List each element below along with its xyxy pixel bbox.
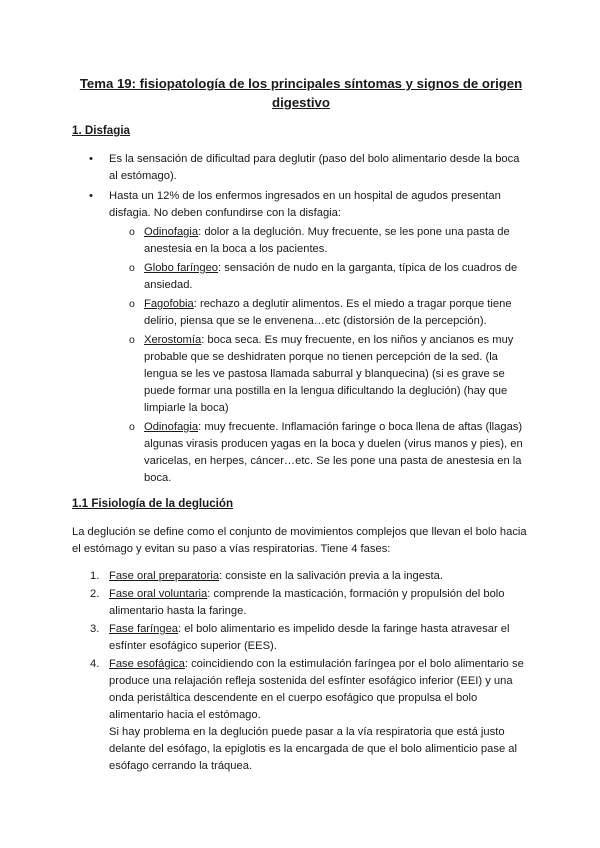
page-title: Tema 19: fisiopatología de los principales síntomas y signos de origen digestivo: [79, 76, 523, 110]
term: Fagofobia: [144, 298, 194, 310]
section-disfagia: [72, 122, 530, 487]
phase-number: 2.: [90, 588, 100, 600]
term-description: : boca seca. Es muy frecuente, en los niños y ancianos es muy probable que se deshidraten porque no tienen percepción de la sed. (la lengua se les ve pastosa llamada saburral y blanquecina) (si es grave se puede formar una postilla en la lengua dificultando la deglución) (hay que limpiarle la boca): [144, 334, 514, 414]
sub-list-item: [109, 332, 530, 417]
phase-term: Fase esofágica: [109, 658, 185, 670]
term: Odinofagia: [144, 226, 199, 238]
term-description: : rechazo a deglutir alimentos. Es el miedo a tragar porque tiene delirio, piensa que se le envenena…etc (distorsión de la percepción).: [144, 298, 512, 327]
phase-description: : consiste en la salivación previa a la ingesta.: [219, 570, 443, 582]
term: Globo faríngeo: [144, 262, 219, 274]
phase-item: [72, 568, 530, 585]
phase-term: Fase oral voluntaria: [109, 588, 208, 600]
section-heading-fisiologia: 1.1 Fisiología de la deglución: [72, 497, 234, 510]
list-item: [72, 188, 530, 487]
phase-description: : coincidiendo con la estimulación faríngea por el bolo alimentario se produce una relajación refleja sostenida del esfínter esofágico inferior (EEI) y una onda peristáltica descendente en el cuerpo esofágico que propulsa el bolo alimentario hacia el estómago.: [109, 658, 524, 721]
phase-note: Si hay problema en la deglución puede pasar a la vía respiratoria que está justo delante del esófago, la epiglotis es la encargada de que el bolo alimenticio pase al esófago cerrando la tráquea.: [109, 726, 518, 772]
intro-paragraph: La deglución se define como el conjunto de movimientos complejos que llevan el bolo hacia el estómago y evitan su paso a vías respiratorias. Tiene 4 fases:: [72, 526, 527, 555]
section-fisiologia-deglucion: [72, 495, 530, 775]
section-heading-disfagia: 1. Disfagia: [72, 124, 130, 137]
sub-list: [109, 224, 530, 487]
phase-item: [72, 586, 530, 620]
term-description: : sensación de nudo en la garganta, típica de los cuadros de ansiedad.: [144, 262, 518, 291]
sub-list-item: [109, 419, 530, 487]
phase-item: [72, 621, 530, 655]
bullet-text: Es la sensación de dificultad para deglutir (paso del bolo alimentario desde la boca al estómago).: [109, 153, 520, 182]
bullet-text: Hasta un 12% de los enfermos ingresados en un hospital de agudos presentan disfagia. No deben confundirse con la disfagia:: [109, 190, 501, 219]
term-description: : muy frecuente. Inflamación faringe o boca llena de aftas (llagas) algunas virasis producen yagas en la boca y duelen (virus manos y pies), en varicelas, en herpes, cáncer…etc. Se les pone una pasta de anestesia en la boca.: [144, 421, 523, 484]
phase-term: Fase oral preparatoria: [109, 570, 220, 582]
term-description: : dolor a la deglución. Muy frecuente, se les pone una pasta de anestesia en la boca a los pacientes.: [144, 226, 510, 255]
phases-list: [72, 568, 530, 775]
term: Xerostomía: [144, 334, 202, 346]
phase-number: 3.: [90, 623, 100, 635]
phase-description: : el bolo alimentario es impelido desde la faringe hasta atravesar el esfínter esofágico superior (EES).: [109, 623, 510, 652]
sub-list-item: [109, 224, 530, 258]
sub-list-item: [109, 260, 530, 294]
phase-number: 1.: [90, 570, 100, 582]
sub-list-item: [109, 296, 530, 330]
phase-term: Fase faríngea: [109, 623, 179, 635]
phase-description: : comprende la masticación, formación y propulsión del bolo alimentario hasta la faringe.: [109, 588, 505, 617]
term: Odinofagia: [144, 421, 199, 433]
disfagia-bullet-list: [72, 151, 530, 487]
phase-item: [72, 656, 530, 775]
phase-number: 4.: [90, 658, 100, 670]
list-item: [72, 151, 530, 185]
